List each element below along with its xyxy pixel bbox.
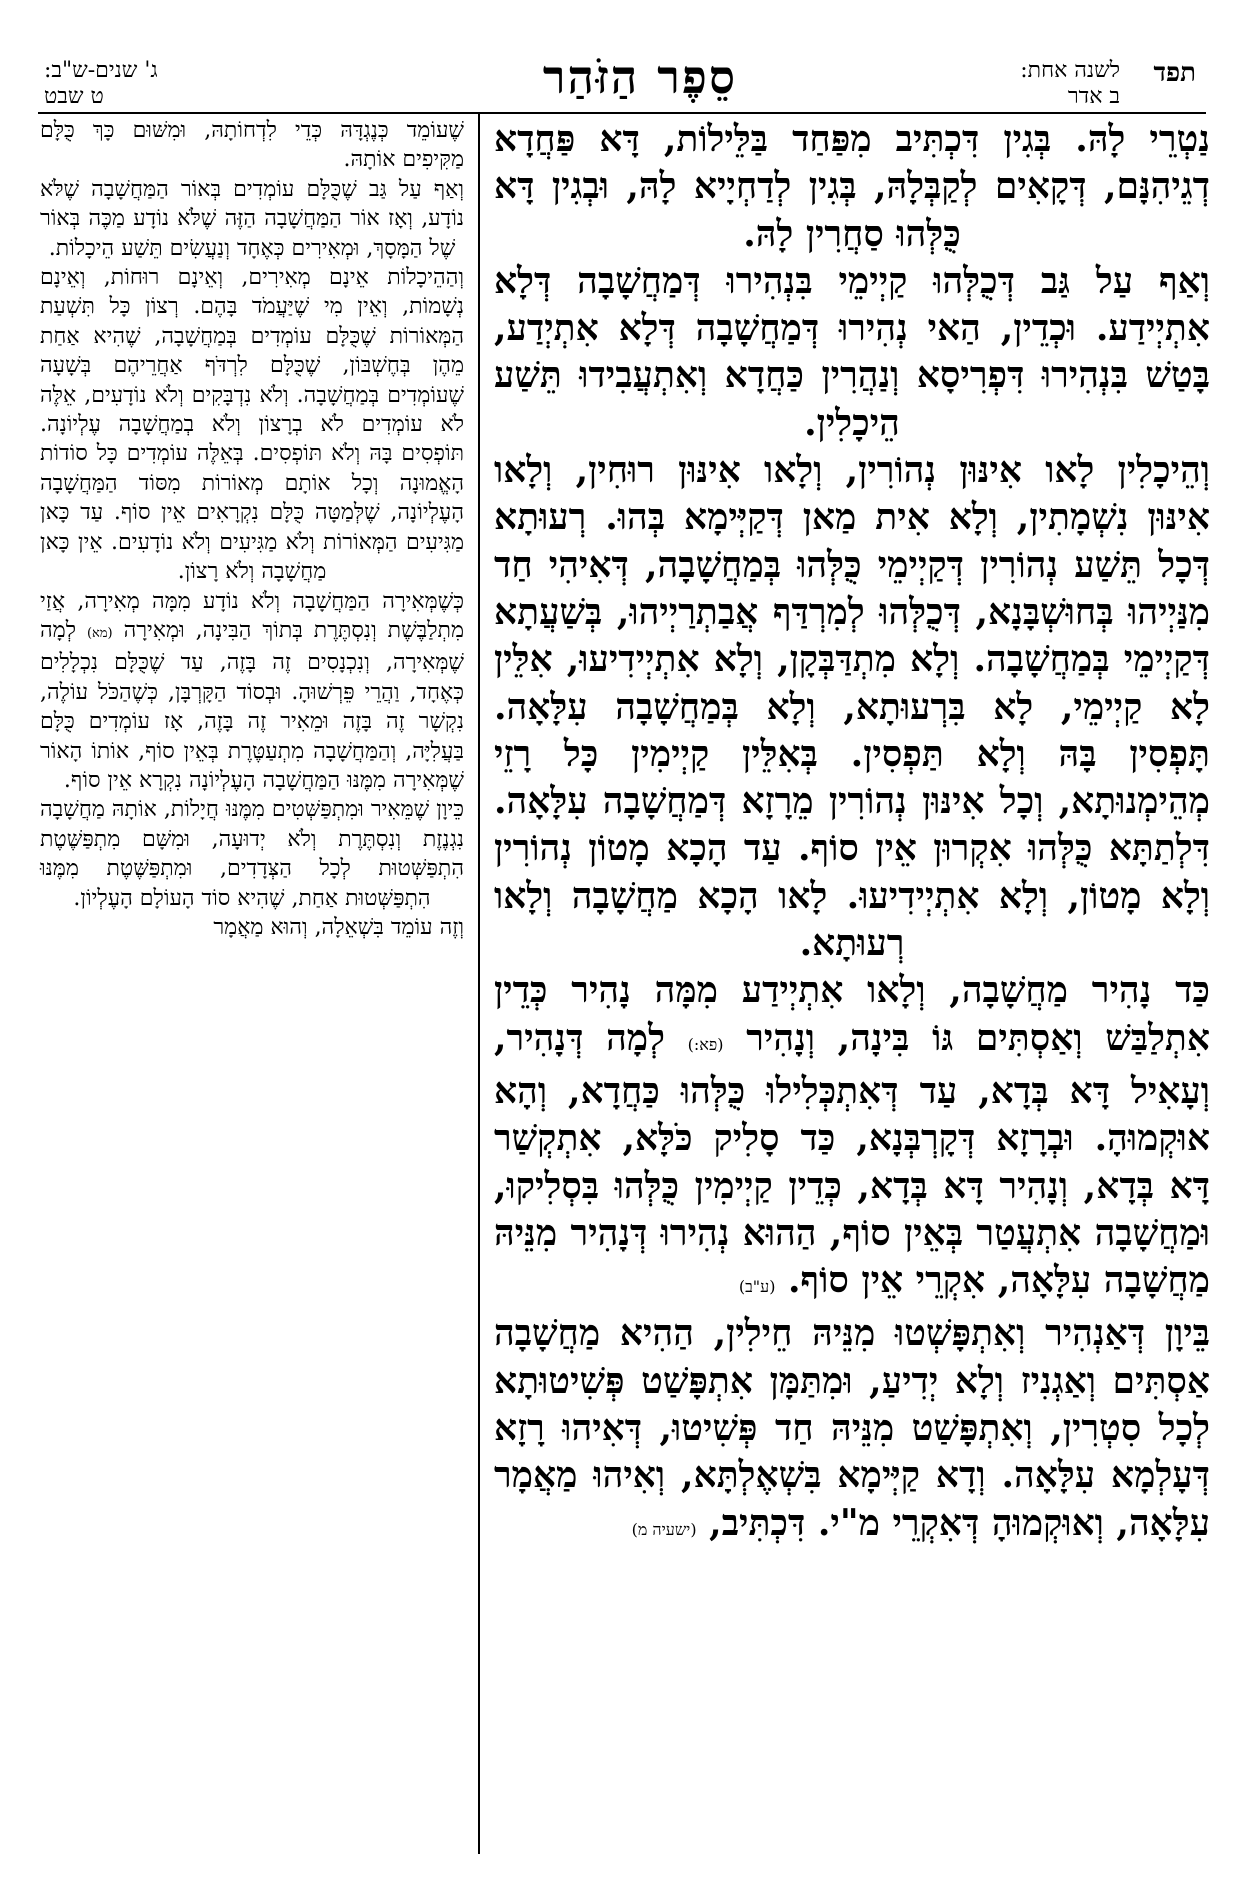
reading-schedule-three-years [44, 58, 244, 110]
paragraph: וְהַהֵיכָלוֹת אֵינָם מְאִירִים, וְאֵינָם רוּחוֹת, וְאֵינָם נְשָׁמוֹת, וְאֵין מִי שֶׁיַּעֲמֹד בָּהֶם. רְצוֹן כָּל תִּשְׁעַת הַמְּאוֹרוֹת שֶׁכֻּלָּם עוֹמְדִים בְּמַחֲשָׁבָה, שֶׁהִיא אַחַת מֵהֶן בְּחֶשְׁבּוֹן, שֶׁכֻּלָּם לִרְדֹּף אַחֲרֵיהֶם בְּשָׁעָה שֶׁעוֹמְדִים בְּמַחֲשָׁבָה. וְלֹא נִדְבָּקִים וְלֹא נוֹדָעִים, אֵלֶּה לֹא עוֹמְדִים לֹא בְרָצוֹן וְלֹא בְמַחֲשָׁבָה עֶלְיוֹנָה. תּוֹפְסִים בָּהּ וְלֹא תּוֹפְסִים. בְּאֵלֶּה עוֹמְדִים כָּל סוֹדוֹת הָאֱמוּנָה וְכָל אוֹתָם מְאוֹרוֹת מִסּוֹד הַמַּחֲשָׁבָה הָעֶלְיוֹנָה, שֶׁלְּמַטָּה כֻּלָּם נִקְרָאִים אֵין סוֹף. עַד כָּאן מַגִּיעִים הַמְּאוֹרוֹת וְלֹא מַגִּיעִים וְלֹא נוֹדָעִים. אֵין כָּאן מַחֲשָׁבָה וְלֹא רָצוֹן. [40, 265, 464, 585]
schedule-label: לשנה אחת: [1020, 58, 1120, 83]
page-reference: (ע"ב) [738, 1277, 776, 1297]
paragraph-text: בֵּיוָן דְּאַנְהִיר וְאִתְפָּשְׁטוּ מִנֵּיהּ חֵילִין, הַהִיא מַחֲשָׁבָה אַסְתִּים וְאַגְנִיז וְלָא יְדִיעַ, וּמִתַּמָּן אִתְפָּשַׁט פְּשִׁיטוּתָא לְכָל סִטְרִין, וְאִתְפָּשַׁט מִנֵּיהּ חַד פְּשִׁיטוּ, דְּאִיהוּ רָזָא דְּעָלְמָא עִלָּאָה. וְדָא קַיְּימָא בִּשְׁאֶלְתָּא, וְאִיהוּ מַאֲמָר עִלָּאָה, וְאוּקְמוּהָ דְּאִקְרֵי מ"י. דִּכְתִּיב, [494, 1312, 1210, 1544]
paragraph: וְאַף עַל גַּב שֶׁכֻּלָּם עוֹמְדִים בְּאוֹר הַמַּחֲשָׁבָה שֶׁלֹּא נוֹדָע, וְאָז אוֹר הַמַּחֲשָׁבָה הַזֶּה שֶׁלֹּא נוֹדָע מַכֶּה בְּאוֹר שֶׁל הַמָּסָךְ, וּמְאִירִים כְּאֶחָד וְנַעֲשִׂים תֵּשַׁע הֵיכָלוֹת. [40, 176, 464, 261]
paragraph: נַטְרֵי לָהּ. בְּגִין דִּכְתִּיב מִפַּחַד בַּלֵּילוֹת, דָּא פַּחֲדָא דְגֵיהִנָּם, דְּקָאִים לְקַבְּלָהּ, בְּגִין לְדַחְיָיא לָהּ, וּבְגִין דָּא כֻּלְּהוּ סַחֲרִין לָהּ. [494, 118, 1211, 255]
paragraph [494, 967, 1210, 1310]
page-reference: (מא) [86, 625, 113, 641]
paragraph: כֵּיוָן שֶׁמֵּאִיר וּמִתְפַּשְּׁטִים מִמֶּנּוּ חֲיָלוֹת, אוֹתָהּ מַחֲשָׁבָה נִגְנֶזֶת וְנִסְתֶּרֶת וְלֹא יְדוּעָה, וּמִשָּׁם מִתְפַּשֶּׁטֶת הִתְפַּשְּׁטוּת לְכָל הַצְּדָדִים, וּמִתְפַּשֶּׁטֶת מִמֶּנּוּ הִתְפַּשְּׁטוּת אַחַת, שֶׁהִיא סוֹד הָעוֹלָם הָעֶלְיוֹן. [40, 797, 464, 911]
paragraph: וְזֶה עוֹמֵד בִּשְׁאֵלָה, וְהוּא מַאֲמָר [213, 914, 464, 940]
aramaic-text-column [494, 116, 1210, 1856]
column-divider [478, 114, 480, 1854]
verse-reference: (ישעיה מ) [631, 1519, 697, 1539]
paragraph-text: כַּד נָהִיר מַחֲשָׁבָה, וְלָאו אִתְיְידַע מִמָּה נָהִיר כְּדֵין אִתְלַבַּשׁ וְאַסְתִּים גּוֹ בִּינָה, וְנָהִיר [494, 969, 1210, 1059]
page-number: תפד [1153, 58, 1196, 88]
paragraph-text: כְּשֶׁמְּאִירָה הַמַּחֲשָׁבָה וְלֹא נוֹדָע מִמָּה מְאִירָה, אֲזַי מִתְלַבֶּשֶׁת וְנִסְתֶּרֶת בְּתוֹךְ הַבִּינָה, וּמְאִירָה [40, 588, 465, 643]
paragraph-text: לְמָה דְּנָהִיר, וְעָאִיל דָּא בְּדָא, עַד דְּאִתְכְּלִילוּ כֻּלְּהוּ כַּחֲדָא, וְהָא אוּקְמוּהָ. וּבְרָזָא דְּקָרְבְּנָא, כַּד סָלִיק כֹּלָּא, אִתְקְשַׁר דָּא בְּדָא, וְנָהִיר דָּא בְּדָא, כְּדֵין קַיְימִין כֻּלְּהוּ בִּסְלִיקוּ, וּמַחֲשָׁבָה אִתְעֲטַר בְּאֵין סוֹף, הַהוּא נְהִירוּ דְּנָהִיר מִנֵּיהּ מַחֲשָׁבָה עִלָּאָה, אִקְרֵי אֵין סוֹף. [494, 1016, 1210, 1302]
schedule-label: ג' שנים-ש"ב: [44, 58, 158, 83]
paragraph: שֶׁעוֹמֵד כְּנֶגְדָּהּ כְּדֵי לִדְחוֹתָהּ, וּמִשּׁוּם כָּךְ כֻּלָּם מַקִּיפִים אוֹתָהּ. [40, 118, 464, 173]
paragraph-text: לְמָה שֶׁמְּאִירָה, וְנִכְנָסִים זֶה בָּזֶה, עַד שֶׁכֻּלָּם נִכְלָלִים כְּאֶחָד, וַהֲרֵי פֵּרְשׁוּהָ. וּבְסוֹד הַקָּרְבָּן, כְּשֶׁהַכֹּל עוֹלֶה, נִקְשָׁר זֶה בָּזֶה וּמֵאִיר זֶה בָּזֶה, אָז עוֹמְדִים כֻּלָּם בַּעֲלִיָּה, וְהַמַּחֲשָׁבָה מִתְעַטֶּרֶת בְּאֵין סוֹף, אוֹתוֹ הָאוֹר שֶׁמְּאִירָה מִמֶּנּוּ הַמַּחֲשָׁבָה הָעֶלְיוֹנָה נִקְרָא אֵין סוֹף. [40, 617, 464, 793]
book-title: סֵפֶר הַזֹּהַר [542, 50, 738, 104]
paragraph: וְהֵיכָלִין לָאו אִינּוּן נְהוֹרִין, וְלָאו אִינּוּן רוּחִין, וְלָאו אִינּוּן נִשְׁמָתִין, וְלָא אִית מַאן דְּקַיְּימָא בְּהוּ. רְעוּתָא דְּכָל תֵּשַׁע נְהוֹרִין דְּקַיְימֵי כֻּלְּהוּ בְּמַחֲשָׁבָה, דְּאִיהִי חַד מִנַּיְיהוּ בְּחוּשְׁבָּנָא, דְּכֻלְּהוּ לְמִרְדַּף אֲבַתְרַיְיהוּ, בְּשַׁעֲתָא דְּקַיְימֵי בְּמַחֲשָׁבָה. וְלָא מִתְדַּבְּקָן, וְלָא אִתְיְידִיעוּ, אִלֵּין לָא קַיְימֵי, לָא בִּרְעוּתָא, וְלָא בְּמַחֲשָׁבָה עִלָּאָה. תָּפְסִין בָּהּ וְלָא תַּפְסִין. בְּאִלֵּין קַיְימִין כָּל רָזֵי מְהֵימְנוּתָא, וְכָל אִינּוּן נְהוֹרִין מֵרָזָא דְּמַחֲשָׁבָה עִלָּאָה. דִּלְתַתָּא כֻּלְּהוּ אִקְרוּן אֵין סוֹף. עַד הָכָא מָטוֹן נְהוֹרִין וְלָא מָטוֹן, וְלָא אִתְיְידִיעוּ. לָאו הָכָא מַחֲשָׁבָה וְלָאו רְעוּתָא. [494, 449, 1210, 965]
page-reference: (פא:) [687, 1034, 724, 1054]
hebrew-translation-column [40, 116, 464, 1856]
header-divider [38, 112, 1206, 114]
paragraph [494, 1310, 1210, 1552]
paragraph [40, 587, 464, 796]
page-header [40, 52, 1240, 112]
paragraph: וְאַף עַל גַּב דְּכֻלְּהוּ קַיְימֵי בִּנְהִירוּ דְּמַחֲשָׁבָה דְּלָא אִתְיְידַע. וּכְדֵין, הַאי נְהִירוּ דְּמַחֲשָׁבָה דְּלָא אִתְיְדַע, בָּטַשׁ בִּנְהִירוּ דִּפְרִיסָא וְנַהֲרִין כַּחֲדָא וְאִתְעֲבִידוּ תֵּשַׁע הֵיכָלִין. [494, 259, 1210, 444]
schedule-date: ב אדר [1067, 84, 1120, 109]
schedule-date: ט שבט [44, 84, 104, 109]
